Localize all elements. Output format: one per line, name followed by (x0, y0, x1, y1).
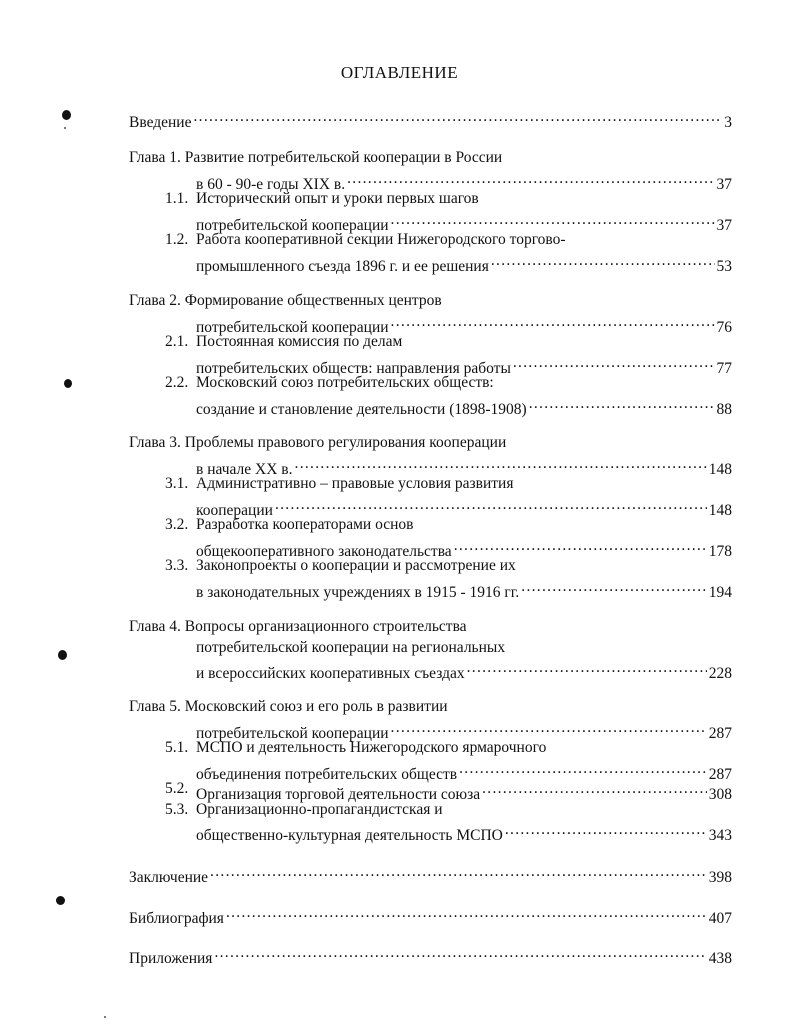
section-number: 3.2. (165, 516, 189, 533)
page-number: 76 (716, 318, 732, 336)
section-number: 5.1. (165, 739, 189, 756)
toc-entry-text: Введение (129, 114, 192, 131)
toc-entry-bibliography[interactable] (129, 903, 732, 927)
page-number: 194 (708, 583, 732, 601)
page-number: 37 (716, 175, 732, 193)
section-heading: Организационно-пропагандистская и (196, 800, 443, 818)
section-heading: МСПО и деятельность Нижегородского ярмарочного (196, 739, 547, 756)
toc-entry-text: в начале ХХ в. (196, 460, 293, 478)
binder-hole-mark (56, 896, 65, 905)
page-number: 228 (708, 665, 732, 682)
toc-entry-text: создание и становление деятельности (1898-1908) (196, 400, 527, 418)
toc-entry-section[interactable] (196, 210, 732, 234)
toc-entry-text: Библиография (129, 910, 224, 927)
toc-entry-text: потребительской кооперации (196, 318, 389, 336)
dot-leader (214, 943, 706, 963)
section-heading: Разработка кооператорами основ (196, 516, 414, 533)
toc-entry-text: кооперации (196, 501, 273, 519)
chapter-heading: Глава 5. Московский союз и его роль в развитии (129, 698, 448, 715)
chapter-heading: потребительской кооперации на региональных (196, 638, 506, 656)
section-heading: Постоянная комиссия по делам (196, 333, 403, 350)
dot-leader (295, 454, 707, 474)
binder-hole-mark (62, 110, 71, 120)
page-number: 148 (708, 501, 732, 519)
section-heading: Работа кооперативной секции Нижегородского торгово- (196, 231, 566, 248)
page-number: 407 (708, 910, 732, 927)
toc-entry-text: общекооперативного законодательства (196, 542, 452, 560)
toc-entry-chapter[interactable] (196, 312, 732, 336)
page-number: 287 (708, 724, 732, 742)
toc-entry-section[interactable] (196, 353, 732, 377)
section-number: 2.2. (165, 374, 189, 391)
toc-entry-section[interactable] (196, 394, 732, 418)
chapter-heading: Глава 2. Формирование общественных центров (129, 292, 442, 309)
toc-entry-text: и всероссийских кооперативных съездах (196, 665, 465, 682)
scan-speck (104, 1016, 106, 1018)
toc-entry-chapter[interactable] (196, 658, 732, 682)
toc-entry-section[interactable] (196, 536, 732, 560)
dot-leader (513, 353, 715, 373)
section-number: 5.2. (165, 780, 189, 797)
toc-entry-text: промышленного съезда 1896 г. и ее решения (196, 257, 489, 275)
toc-entry-text: Заключение (129, 869, 209, 886)
toc-entry-section[interactable] (196, 495, 732, 519)
page-number: 398 (708, 869, 732, 886)
dot-leader (391, 210, 715, 230)
section-heading: Исторический опыт и уроки первых шагов (196, 190, 479, 207)
page-number: 308 (708, 786, 732, 803)
scan-speck (64, 127, 66, 129)
chapter-heading: Глава 4. Вопросы организационного строительства (129, 618, 467, 635)
page-number: 148 (708, 460, 732, 478)
page-number: 53 (716, 257, 732, 275)
dot-leader (226, 903, 707, 923)
toc-entry-section[interactable] (196, 577, 732, 601)
chapter-heading: Глава 1. Развитие потребительской кооперации в России (129, 149, 503, 166)
page-number: 77 (716, 359, 732, 377)
section-number: 3.1. (165, 475, 189, 492)
binder-hole-mark (58, 650, 67, 660)
section-heading: Московский союз потребительских обществ: (196, 374, 494, 391)
toc-entry-text: общественно-культурная деятельность МСПО (196, 827, 503, 844)
dot-leader (505, 820, 707, 840)
section-number: 1.2. (165, 231, 189, 248)
toc-entry-section[interactable] (196, 251, 732, 275)
toc-entry-text: Организация торговой деятельности союза (196, 786, 481, 803)
toc-entry-text: Приложения (129, 950, 213, 967)
toc-entry-section[interactable] (196, 820, 732, 844)
section-heading: Административно – правовые условия развития (196, 475, 514, 492)
page-number: 178 (708, 542, 732, 560)
chapter-heading: Глава 3. Проблемы правового регулирования кооперации (129, 434, 507, 451)
dot-leader (275, 495, 707, 515)
toc-entry-chapter[interactable] (196, 169, 732, 193)
page-number: 343 (708, 827, 732, 844)
toc-entry-section[interactable] (196, 759, 732, 783)
section-number: 2.1. (165, 333, 189, 350)
toc-entry-appendices[interactable] (129, 943, 732, 967)
section-number: 3.3. (165, 557, 189, 574)
page-number: 88 (716, 400, 732, 418)
binder-hole-mark (64, 379, 72, 388)
toc-entry-conclusion[interactable] (129, 862, 732, 886)
dot-leader (467, 658, 707, 678)
dot-leader (193, 107, 722, 127)
page-title: ОГЛАВЛЕНИЕ (340, 63, 459, 82)
page-number: 37 (716, 216, 732, 234)
dot-leader (482, 779, 707, 799)
toc-entry-introduction[interactable] (129, 107, 732, 131)
toc-entry-text: в законодательных учреждениях в 1915 - 1916 гг. (196, 583, 520, 601)
dot-leader (210, 862, 707, 882)
page-number: 287 (708, 765, 732, 783)
dot-leader (521, 577, 706, 597)
toc-entry-chapter[interactable] (196, 718, 732, 742)
dot-leader (391, 718, 707, 738)
dot-leader (347, 169, 714, 189)
toc-entry-text: потребительских обществ: направления работы (196, 359, 511, 377)
section-heading: Законопроекты о кооперации и рассмотрение их (196, 557, 516, 574)
toc-entry-section[interactable] (196, 779, 732, 803)
toc-entry-chapter[interactable] (196, 454, 732, 478)
section-number: 5.3. (165, 800, 189, 818)
section-number: 1.1. (165, 190, 189, 207)
page-number: 3 (724, 114, 732, 131)
toc-entry-text: объединения потребительских обществ (196, 765, 458, 783)
toc-entry-text: потребительской кооперации (196, 216, 389, 234)
dot-leader (459, 759, 707, 779)
toc-entry-text: в 60 - 90-е годы XIX в. (196, 175, 346, 193)
page-number: 438 (708, 950, 732, 967)
dot-leader (454, 536, 707, 556)
dot-leader (529, 394, 715, 414)
dot-leader (491, 251, 715, 271)
dot-leader (391, 312, 715, 332)
toc-entry-text: потребительской кооперации (196, 724, 389, 742)
